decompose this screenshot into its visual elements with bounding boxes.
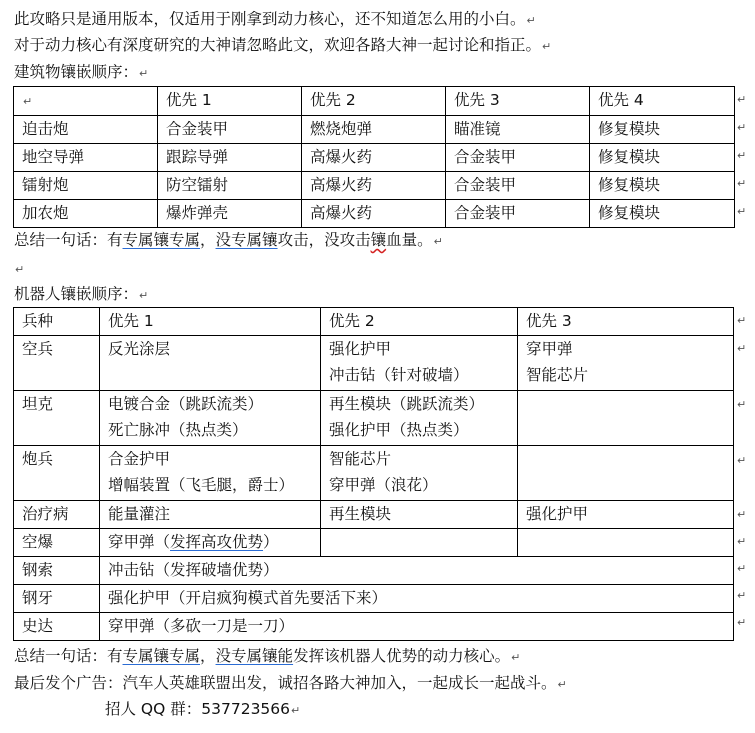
- table-cell: 反光涂层: [100, 336, 321, 391]
- robot-heading: 机器人镶嵌顺序：↵: [14, 285, 149, 303]
- row-end-mark-icon: ↵: [737, 535, 747, 548]
- cell-mark-icon: ↵: [23, 95, 33, 108]
- table-cell: 高爆火药: [302, 144, 446, 172]
- table-row: [14, 172, 735, 200]
- table-row: [14, 144, 735, 172]
- table-header-row: [14, 308, 734, 336]
- table-row: [14, 116, 735, 144]
- row-end-mark-icon: ↵: [737, 93, 747, 106]
- header-cell: 优先 3: [518, 308, 734, 336]
- table-row: [14, 446, 734, 501]
- table-cell: 能量灌注: [100, 501, 321, 529]
- paragraph-mark-icon: ↵: [557, 678, 567, 691]
- header-cell: 优先 1: [158, 87, 302, 116]
- table-cell: 修复模块: [590, 200, 735, 228]
- row-end-mark-icon: ↵: [737, 314, 747, 327]
- header-cell: 优先 2: [321, 308, 518, 336]
- paragraph-mark-icon: ↵: [291, 704, 301, 717]
- table-cell: 穿甲弹 智能芯片: [518, 336, 734, 391]
- table-cell: 史达: [14, 613, 100, 641]
- table-cell: 穿甲弹（多砍一刀是一刀）: [100, 613, 734, 641]
- table-row: [14, 613, 734, 641]
- paragraph-mark-icon: ↵: [511, 651, 521, 664]
- table-row: [14, 557, 734, 585]
- paragraph-mark-icon: ↵: [139, 289, 149, 302]
- header-cell: 优先 1: [100, 308, 321, 336]
- table-cell: 高爆火药: [302, 172, 446, 200]
- table-cell: 防空镭射: [158, 172, 302, 200]
- robot-table: [13, 307, 734, 641]
- empty-paragraph: [14, 256, 24, 280]
- row-end-mark-icon: ↵: [737, 398, 747, 411]
- table-cell: 电镀合金（跳跃流类） 死亡脉冲（热点类）: [100, 391, 321, 446]
- table-cell: 合金装甲: [446, 200, 590, 228]
- building-table: [13, 86, 735, 228]
- row-end-mark-icon: ↵: [737, 454, 747, 467]
- table-cell: 炮兵: [14, 446, 100, 501]
- table-cell: 穿甲弹（发挥高攻优势）: [100, 529, 321, 557]
- table-row: [14, 585, 734, 613]
- paragraph-mark-icon: ↵: [139, 67, 149, 80]
- table-row: [14, 391, 734, 446]
- table-cell: 爆炸弹壳: [158, 200, 302, 228]
- row-end-mark-icon: ↵: [737, 589, 747, 602]
- row-end-mark-icon: ↵: [737, 562, 747, 575]
- paragraph-mark-icon: ↵: [15, 263, 25, 276]
- table-cell: 钢索: [14, 557, 100, 585]
- table-cell: 合金装甲: [446, 172, 590, 200]
- table-cell: 坦克: [14, 391, 100, 446]
- table-cell: 空兵: [14, 336, 100, 391]
- table-cell: 钢牙: [14, 585, 100, 613]
- qq-group-line: 招人 QQ 群：537723566↵: [105, 700, 301, 718]
- table-cell: 加农炮: [14, 200, 158, 228]
- row-end-mark-icon: ↵: [737, 508, 747, 521]
- table-header-row: [14, 87, 735, 116]
- table-cell: [321, 529, 518, 557]
- intro-line-1: 此攻略只是通用版本，仅适用于刚拿到动力核心，还不知道怎么用的小白。↵: [14, 10, 536, 28]
- table-cell: 再生模块: [321, 501, 518, 529]
- header-cell: 优先 3: [446, 87, 590, 116]
- header-cell: 优先 4: [590, 87, 735, 116]
- row-end-mark-icon: ↵: [737, 177, 747, 190]
- table-cell: 合金装甲: [158, 116, 302, 144]
- table-cell: 高爆火药: [302, 200, 446, 228]
- table-cell: 修复模块: [590, 116, 735, 144]
- row-end-mark-icon: ↵: [737, 616, 747, 629]
- table-cell: 修复模块: [590, 144, 735, 172]
- table-cell: [518, 446, 734, 501]
- building-summary: 总结一句话：有专属镶专属，没专属镶攻击，没攻击镶血量。↵: [14, 231, 443, 249]
- table-cell: 智能芯片 穿甲弹（浪花）: [321, 446, 518, 501]
- building-heading: 建筑物镶嵌顺序：↵: [14, 63, 149, 81]
- header-cell: 兵种: [14, 308, 100, 336]
- table-cell: 强化护甲: [518, 501, 734, 529]
- table-row: [14, 501, 734, 529]
- intro-line-2: 对于动力核心有深度研究的大神请忽略此文，欢迎各路大神一起讨论和指正。↵: [14, 36, 552, 54]
- paragraph-mark-icon: ↵: [542, 40, 552, 53]
- table-cell: [518, 529, 734, 557]
- paragraph-mark-icon: ↵: [526, 14, 536, 27]
- table-cell: 修复模块: [590, 172, 735, 200]
- table-cell: 冲击钻（发挥破墙优势）: [100, 557, 734, 585]
- table-cell: 迫击炮: [14, 116, 158, 144]
- table-row: [14, 529, 734, 557]
- table-cell: 地空导弹: [14, 144, 158, 172]
- robot-summary: 总结一句话：有专属镶专属，没专属镶能发挥该机器人优势的动力核心。↵: [14, 647, 521, 665]
- table-cell: 治疗病: [14, 501, 100, 529]
- row-end-mark-icon: ↵: [737, 149, 747, 162]
- table-cell: 强化护甲（开启疯狗模式首先要活下来）: [100, 585, 734, 613]
- table-cell: 瞄准镜: [446, 116, 590, 144]
- table-cell: 跟踪导弹: [158, 144, 302, 172]
- table-cell: 合金护甲 增幅装置（飞毛腿，爵士）: [100, 446, 321, 501]
- paragraph-mark-icon: ↵: [433, 235, 443, 248]
- row-end-mark-icon: ↵: [737, 342, 747, 355]
- ad-line: 最后发个广告：汽车人英雄联盟出发，诚招各路大神加入，一起成长一起战斗。↵: [14, 674, 567, 692]
- table-row: [14, 200, 735, 228]
- row-end-mark-icon: ↵: [737, 205, 747, 218]
- header-cell-empty: [14, 87, 158, 116]
- table-cell: 燃烧炮弹: [302, 116, 446, 144]
- table-cell: 空爆: [14, 529, 100, 557]
- table-cell: 强化护甲 冲击钻（针对破墙）: [321, 336, 518, 391]
- table-row: [14, 336, 734, 391]
- table-cell: [518, 391, 734, 446]
- table-cell: 镭射炮: [14, 172, 158, 200]
- table-cell: 合金装甲: [446, 144, 590, 172]
- header-cell: 优先 2: [302, 87, 446, 116]
- table-cell: 再生模块（跳跃流类） 强化护甲（热点类）: [321, 391, 518, 446]
- row-end-mark-icon: ↵: [737, 121, 747, 134]
